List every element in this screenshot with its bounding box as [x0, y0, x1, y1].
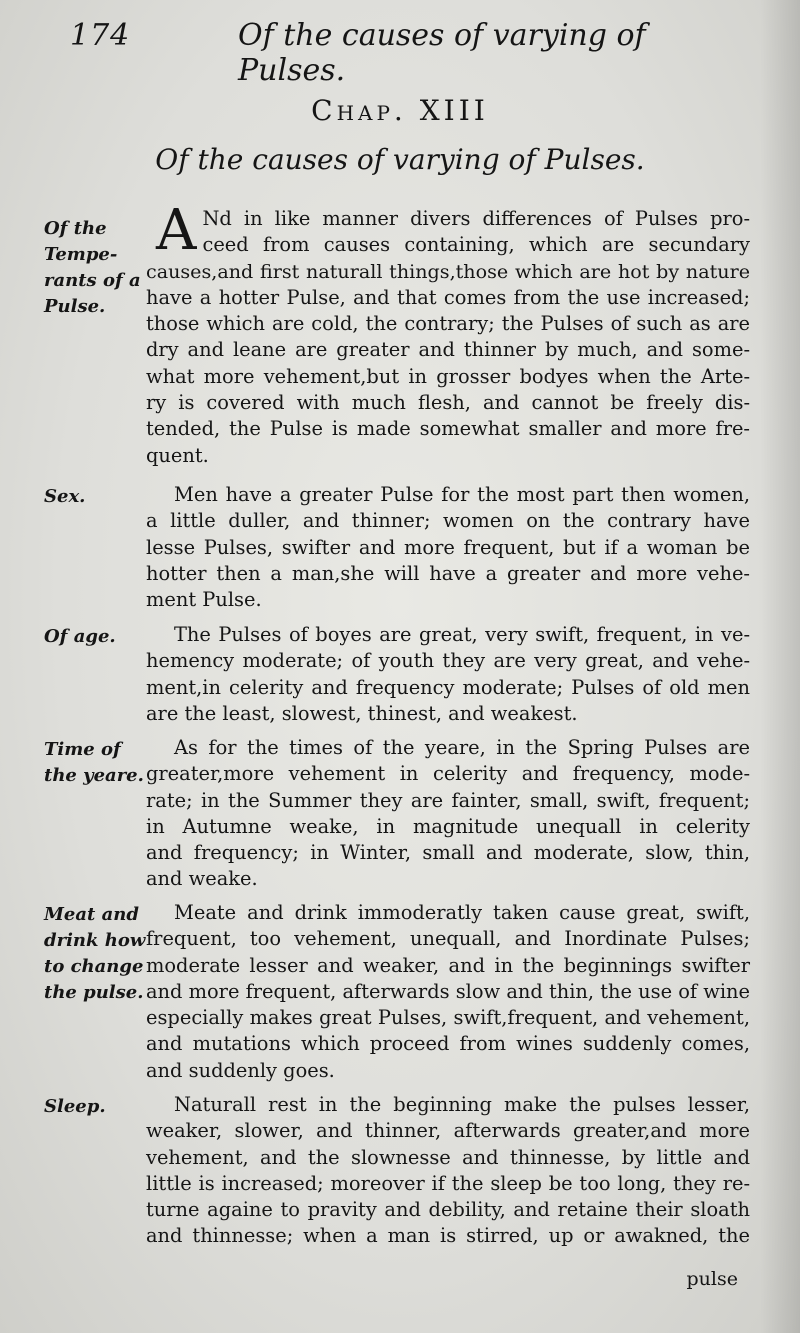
side-note-line: Meat and — [44, 904, 139, 925]
text-line: ment Pulse. — [146, 588, 262, 612]
side-note — [44, 902, 154, 1006]
text-line: hemency moderate; of youth they are very great, and vehe- — [146, 649, 750, 673]
side-note-line: rants of a — [44, 270, 141, 291]
text-line: moderate lesser and weaker, and in the beginnings swifter — [146, 953, 750, 977]
text-line: turne againe to pravity and debility, and retaine their sloath — [146, 1198, 750, 1222]
text-line: The Pulses of boyes are great, very swift, frequent, in ve- — [174, 623, 750, 646]
text-line: in Autumne weake, in magnitude unequall in celerity — [146, 814, 750, 838]
text-line: and suddenly goes. — [146, 1058, 335, 1082]
text-line: tended, the Pulse is made somewhat smaller and more fre- — [146, 417, 750, 441]
text-line: Men have a greater Pulse for the most part then women, — [174, 483, 750, 506]
side-note-line: Of age. — [44, 626, 116, 647]
paragraph — [146, 482, 750, 613]
text-line: ment,in celerity and frequency moderate; Pulses of old men — [146, 675, 750, 699]
side-note-line: Sex. — [44, 486, 86, 507]
text-line: Naturall rest in the beginning make the pulses lesser, — [174, 1093, 750, 1116]
side-note-line: Pulse. — [44, 296, 106, 317]
side-note-line: Of the — [44, 218, 107, 239]
text-line: greater,more vehement in celerity and frequency, mode- — [146, 762, 750, 786]
text-line: are the least, slowest, thinest, and weakest. — [146, 701, 578, 725]
drop-cap: A — [156, 198, 197, 263]
chapter-heading: Chap. XIII — [311, 94, 489, 127]
text-line: hotter then a man,she will have a greater and more vehe- — [146, 561, 750, 585]
text-line: and weake. — [146, 867, 258, 891]
text-line: ceed from causes containing, which are secundary — [202, 233, 750, 257]
gutter-shadow — [760, 0, 800, 1333]
running-title: Of the causes of varying of Pulses. — [238, 18, 646, 88]
text-line: little is increased; moreover if the sleep be too long, they re- — [146, 1171, 750, 1195]
side-note-line: the yeare. — [44, 765, 144, 786]
side-note — [44, 624, 154, 650]
side-note — [44, 1094, 154, 1120]
text-line: especially makes great Pulses, swift,frequent, and vehement, — [146, 1006, 750, 1030]
paragraph — [146, 198, 750, 469]
side-note-line: drink how — [44, 930, 146, 951]
text-line: rate; in the Summer they are fainter, small, swift, frequent; — [146, 788, 750, 812]
side-note-line: Sleep. — [44, 1096, 106, 1117]
text-line: have a hotter Pulse, and that comes from the use increased; — [146, 285, 750, 309]
text-line: causes,and first naturall things,those which are hot by nature — [146, 259, 750, 283]
paragraph — [146, 1092, 750, 1250]
text-line: and more frequent, afterwards slow and thin, the use of wine — [146, 979, 751, 1003]
text-line: and thinnesse; when a man is stirred, up or awakned, the — [146, 1224, 750, 1248]
side-note — [44, 737, 154, 789]
side-note — [44, 216, 154, 320]
side-note-line: the pulse. — [44, 982, 144, 1003]
text-line: vehement, and the slownesse and thinnesse, by little and — [146, 1145, 750, 1169]
text-line: weaker, slower, and thinner, afterwards greater,and more — [146, 1119, 750, 1143]
text-line: lesse Pulses, swifter and more frequent, but if a woman be — [146, 535, 750, 559]
side-note — [44, 484, 154, 510]
side-note-line: Tempe- — [44, 244, 118, 265]
running-head — [70, 14, 760, 88]
chapter-subtitle: Of the causes of varying of Pulses. — [155, 143, 645, 176]
text-line: dry and leane are greater and thinner by much, and some- — [146, 338, 750, 362]
page-number: 174 — [70, 18, 131, 53]
text-line: quent. — [146, 443, 209, 467]
text-line: ry is covered with much flesh, and cannot be freely dis- — [146, 391, 750, 415]
catchword: pulse — [686, 1268, 738, 1290]
paragraph — [146, 735, 750, 893]
text-line: frequent, too vehement, unequall, and Inordinate Pulses; — [146, 927, 750, 951]
side-note-line: to change — [44, 956, 144, 977]
text-line: what more vehement,but in grosser bodyes when the Arte- — [146, 364, 750, 388]
text-line: those which are cold, the contrary; the Pulses of such as are — [146, 312, 750, 336]
text-line: a little duller, and thinner; women on the contrary have — [146, 509, 750, 533]
paragraph — [146, 900, 750, 1084]
text-line: Meate and drink immoderatly taken cause great, swift, — [174, 901, 750, 924]
paragraph — [146, 622, 750, 727]
text-line: and mutations which proceed from wines suddenly comes, — [146, 1032, 750, 1056]
text-line: As for the times of the yeare, in the Spring Pulses are — [174, 736, 750, 759]
text-line: and frequency; in Winter, small and moderate, slow, thin, — [146, 841, 750, 865]
side-note-line: Time of — [44, 739, 121, 760]
text-line: Nd in like manner divers differences of Pulses pro- — [202, 207, 750, 230]
